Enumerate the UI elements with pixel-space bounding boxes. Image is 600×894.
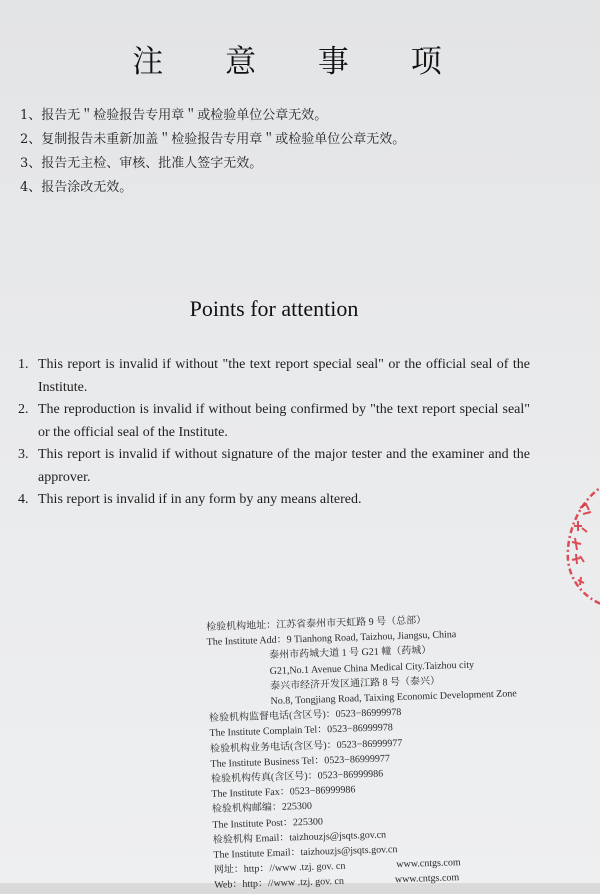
website-en-label: Web：http：//www .tzj. gov. cn xyxy=(214,876,345,892)
fax-en: The Institute Fax：0523−86999986 xyxy=(211,784,356,801)
item-text: This report is invalid if in any form by any means altered. xyxy=(38,492,362,507)
english-title: Points for attention xyxy=(189,296,359,321)
business-tel-en: The Institute Business Tel：0523−86999977 xyxy=(210,753,391,770)
item-text: The reproduction is invalid if without being confirmed by "the text report special seal" or the official seal of the Institute. xyxy=(38,402,530,440)
institute-contact-block xyxy=(206,610,544,894)
address-en: The Institute Add：9 Tianhong Road, Taizhou, Jiangsu, China xyxy=(206,629,457,649)
address-cn-3: 泰兴市经济开发区通江路 8 号（泰兴） xyxy=(269,675,441,692)
chinese-notice-item: 2、复制报告未重新加盖＂检验报告专用章＂或检验单位公章无效。 xyxy=(20,132,406,147)
chinese-notice-list xyxy=(20,104,405,200)
chinese-notice-item: 1、报告无＂检验报告专用章＂或检验单位公章无效。 xyxy=(20,108,328,123)
chinese-notice-item: 4、报告涂改无效。 xyxy=(20,180,133,195)
chinese-notice-item: 3、报告无主检、审核、批准人签字无效。 xyxy=(20,156,263,171)
website-cn-label: 网址：http：//www .tzj. gov. cn xyxy=(213,860,346,877)
item-number: 4. xyxy=(18,492,29,507)
item-number: 1. xyxy=(18,357,29,372)
item-text: This report is invalid if without signature of the major tester and the examiner and the approver. xyxy=(38,447,530,485)
item-text: This report is invalid if without "the text report special seal" or the official seal of the Institute. xyxy=(38,357,530,395)
complain-tel-cn: 检验机构监督电话(含区号)：0523−86999978 xyxy=(208,707,402,725)
website-en-alt: www.cntgs.com xyxy=(394,872,460,886)
business-tel-cn: 检验机构业务电话(含区号)：0523−86999977 xyxy=(209,737,403,755)
address-cn-2: 泰州市药城大道 1 号 G21 幢（药城） xyxy=(268,645,432,662)
red-seal-fragment xyxy=(558,480,600,610)
english-notice-list xyxy=(18,354,530,512)
complain-tel-en: The Institute Complain Tel：0523−86999978 xyxy=(209,722,394,740)
chinese-title: 注 意 事 项 xyxy=(132,44,468,80)
english-notice-item xyxy=(18,354,530,399)
fax-cn: 检验机构传真(含区号)：0523−86999986 xyxy=(210,768,384,785)
english-notice-item xyxy=(18,399,530,444)
post-cn: 检验机构邮编：225300 xyxy=(211,801,313,816)
english-notice-item xyxy=(18,444,530,489)
address-en-3: No.8, Tongjiang Road, Taixing Economic Development Zone xyxy=(270,688,517,708)
email-en: The Institute Email：taizhouzjs@jsqts.gov.cn xyxy=(213,844,398,861)
address-en-2: G21,No.1 Avenue China Medical City.Taizhou city xyxy=(269,659,475,677)
website-cn-alt: www.cntgs.com xyxy=(396,857,461,871)
address-cn: 检验机构地址：江苏省泰州市天虹路 9 号（总部） xyxy=(206,615,427,633)
item-number: 3. xyxy=(18,447,29,462)
email-cn: 检验机构 Email：taizhouzjs@jsqts.gov.cn xyxy=(212,829,387,846)
english-notice-item xyxy=(18,489,530,512)
post-en: The Institute Post：225300 xyxy=(212,816,324,831)
item-number: 2. xyxy=(18,402,29,417)
